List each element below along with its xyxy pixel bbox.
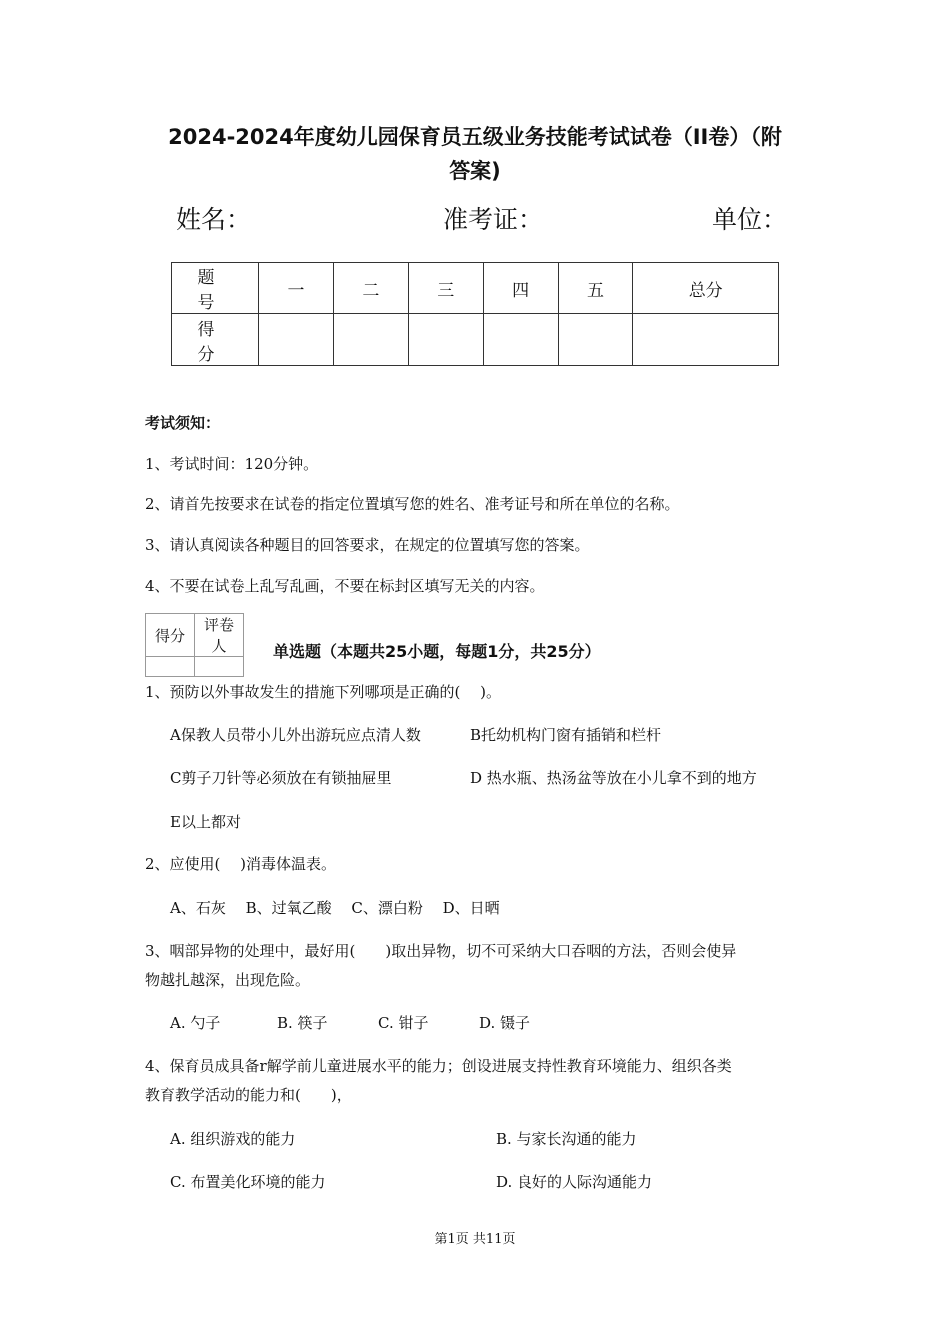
grader-box bbox=[145, 613, 244, 677]
notice-item-3: 3、请认真阅读各种题目的回答要求，在规定的位置填写您的答案。 bbox=[145, 536, 590, 554]
question-3-option-a: A. 勺子 bbox=[170, 1014, 221, 1032]
question-4-stem-line-2: 教育教学活动的能力和( )， bbox=[145, 1086, 352, 1104]
grader-reviewer-label: 评卷人 bbox=[195, 614, 244, 657]
question-3-option-b: B. 筷子 bbox=[277, 1014, 328, 1032]
title-line-1: 2024-2024年度幼儿园保育员五级业务技能考试试卷（II卷）（附 bbox=[168, 125, 782, 149]
score-cell-total[interactable] bbox=[633, 314, 779, 366]
question-1-option-d: D 热水瓶、热汤盆等放在小儿拿不到的地方 bbox=[470, 769, 757, 787]
score-col-3: 三 bbox=[408, 263, 483, 314]
question-1-stem: 1、预防以外事故发生的措施下列哪项是正确的( )。 bbox=[145, 683, 502, 701]
question-2-options: A、石灰 B、过氧乙酸 C、漂白粉 D、日晒 bbox=[170, 899, 500, 917]
page-title bbox=[140, 120, 810, 188]
notice-item-2: 2、请首先按要求在试卷的指定位置填写您的姓名、准考证号和所在单位的名称。 bbox=[145, 495, 680, 513]
question-3-option-d: D. 镊子 bbox=[479, 1014, 531, 1032]
score-table-score-row bbox=[172, 314, 779, 366]
question-2-stem: 2、应使用( )消毒体温表。 bbox=[145, 855, 337, 873]
question-1-option-e: E以上都对 bbox=[170, 813, 241, 831]
question-4-stem-line-1: 4、保育员成具备r解学前儿童进展水平的能力；创设进展支持性教育环境能力、组织各类 bbox=[145, 1057, 732, 1075]
notice-item-4: 4、不要在试卷上乱写乱画，不要在标封区填写无关的内容。 bbox=[145, 577, 545, 595]
score-col-5: 五 bbox=[558, 263, 633, 314]
question-number-head: 题 号 bbox=[172, 263, 259, 314]
grader-score-label: 得分 bbox=[146, 614, 195, 657]
score-cell-5[interactable] bbox=[558, 314, 633, 366]
question-4-option-a: A. 组织游戏的能力 bbox=[170, 1130, 296, 1148]
question-4-option-d: D. 良好的人际沟通能力 bbox=[496, 1173, 653, 1191]
score-cell-4[interactable] bbox=[483, 314, 558, 366]
question-3-stem-line-1: 3、咽部异物的处理中，最好用( )取出异物，切不可采纳大口吞咽的方法，否则会使异 bbox=[145, 942, 737, 960]
question-4-option-c: C. 布置美化环境的能力 bbox=[170, 1173, 326, 1191]
title-line-2: 答案) bbox=[449, 159, 501, 183]
score-cell-2[interactable] bbox=[333, 314, 408, 366]
question-1-option-a: A保教人员带小儿外出游玩应点清人数 bbox=[170, 726, 421, 744]
score-col-1: 一 bbox=[259, 263, 334, 314]
grader-reviewer-cell[interactable] bbox=[195, 657, 244, 677]
score-table-header-row bbox=[172, 263, 779, 314]
score-head: 得 分 bbox=[172, 314, 259, 366]
exam-id-label: 准考证： bbox=[443, 205, 544, 234]
notice-title: 考试须知： bbox=[145, 414, 221, 432]
score-col-total: 总分 bbox=[633, 263, 779, 314]
score-cell-1[interactable] bbox=[259, 314, 334, 366]
score-cell-3[interactable] bbox=[408, 314, 483, 366]
notice-item-1: 1、考试时间：120分钟。 bbox=[145, 455, 319, 473]
score-col-2: 二 bbox=[333, 263, 408, 314]
question-1-option-c: C剪子刀针等必须放在有锁抽屉里 bbox=[170, 769, 392, 787]
section-title: 单选题（本题共25小题，每题1分，共25分） bbox=[273, 642, 601, 661]
grader-score-cell[interactable] bbox=[146, 657, 195, 677]
question-1-option-b: B托幼机构门窗有插销和栏杆 bbox=[470, 726, 662, 744]
page-footer: 第1页 共11页 bbox=[434, 1232, 516, 1247]
name-label: 姓名： bbox=[176, 205, 252, 234]
score-table bbox=[171, 262, 779, 366]
score-col-4: 四 bbox=[483, 263, 558, 314]
question-3-option-c: C. 钳子 bbox=[378, 1014, 429, 1032]
unit-label: 单位： bbox=[712, 205, 788, 234]
question-4-option-b: B. 与家长沟通的能力 bbox=[496, 1130, 637, 1148]
question-3-stem-line-2: 物越扎越深，出现危险。 bbox=[145, 971, 311, 989]
